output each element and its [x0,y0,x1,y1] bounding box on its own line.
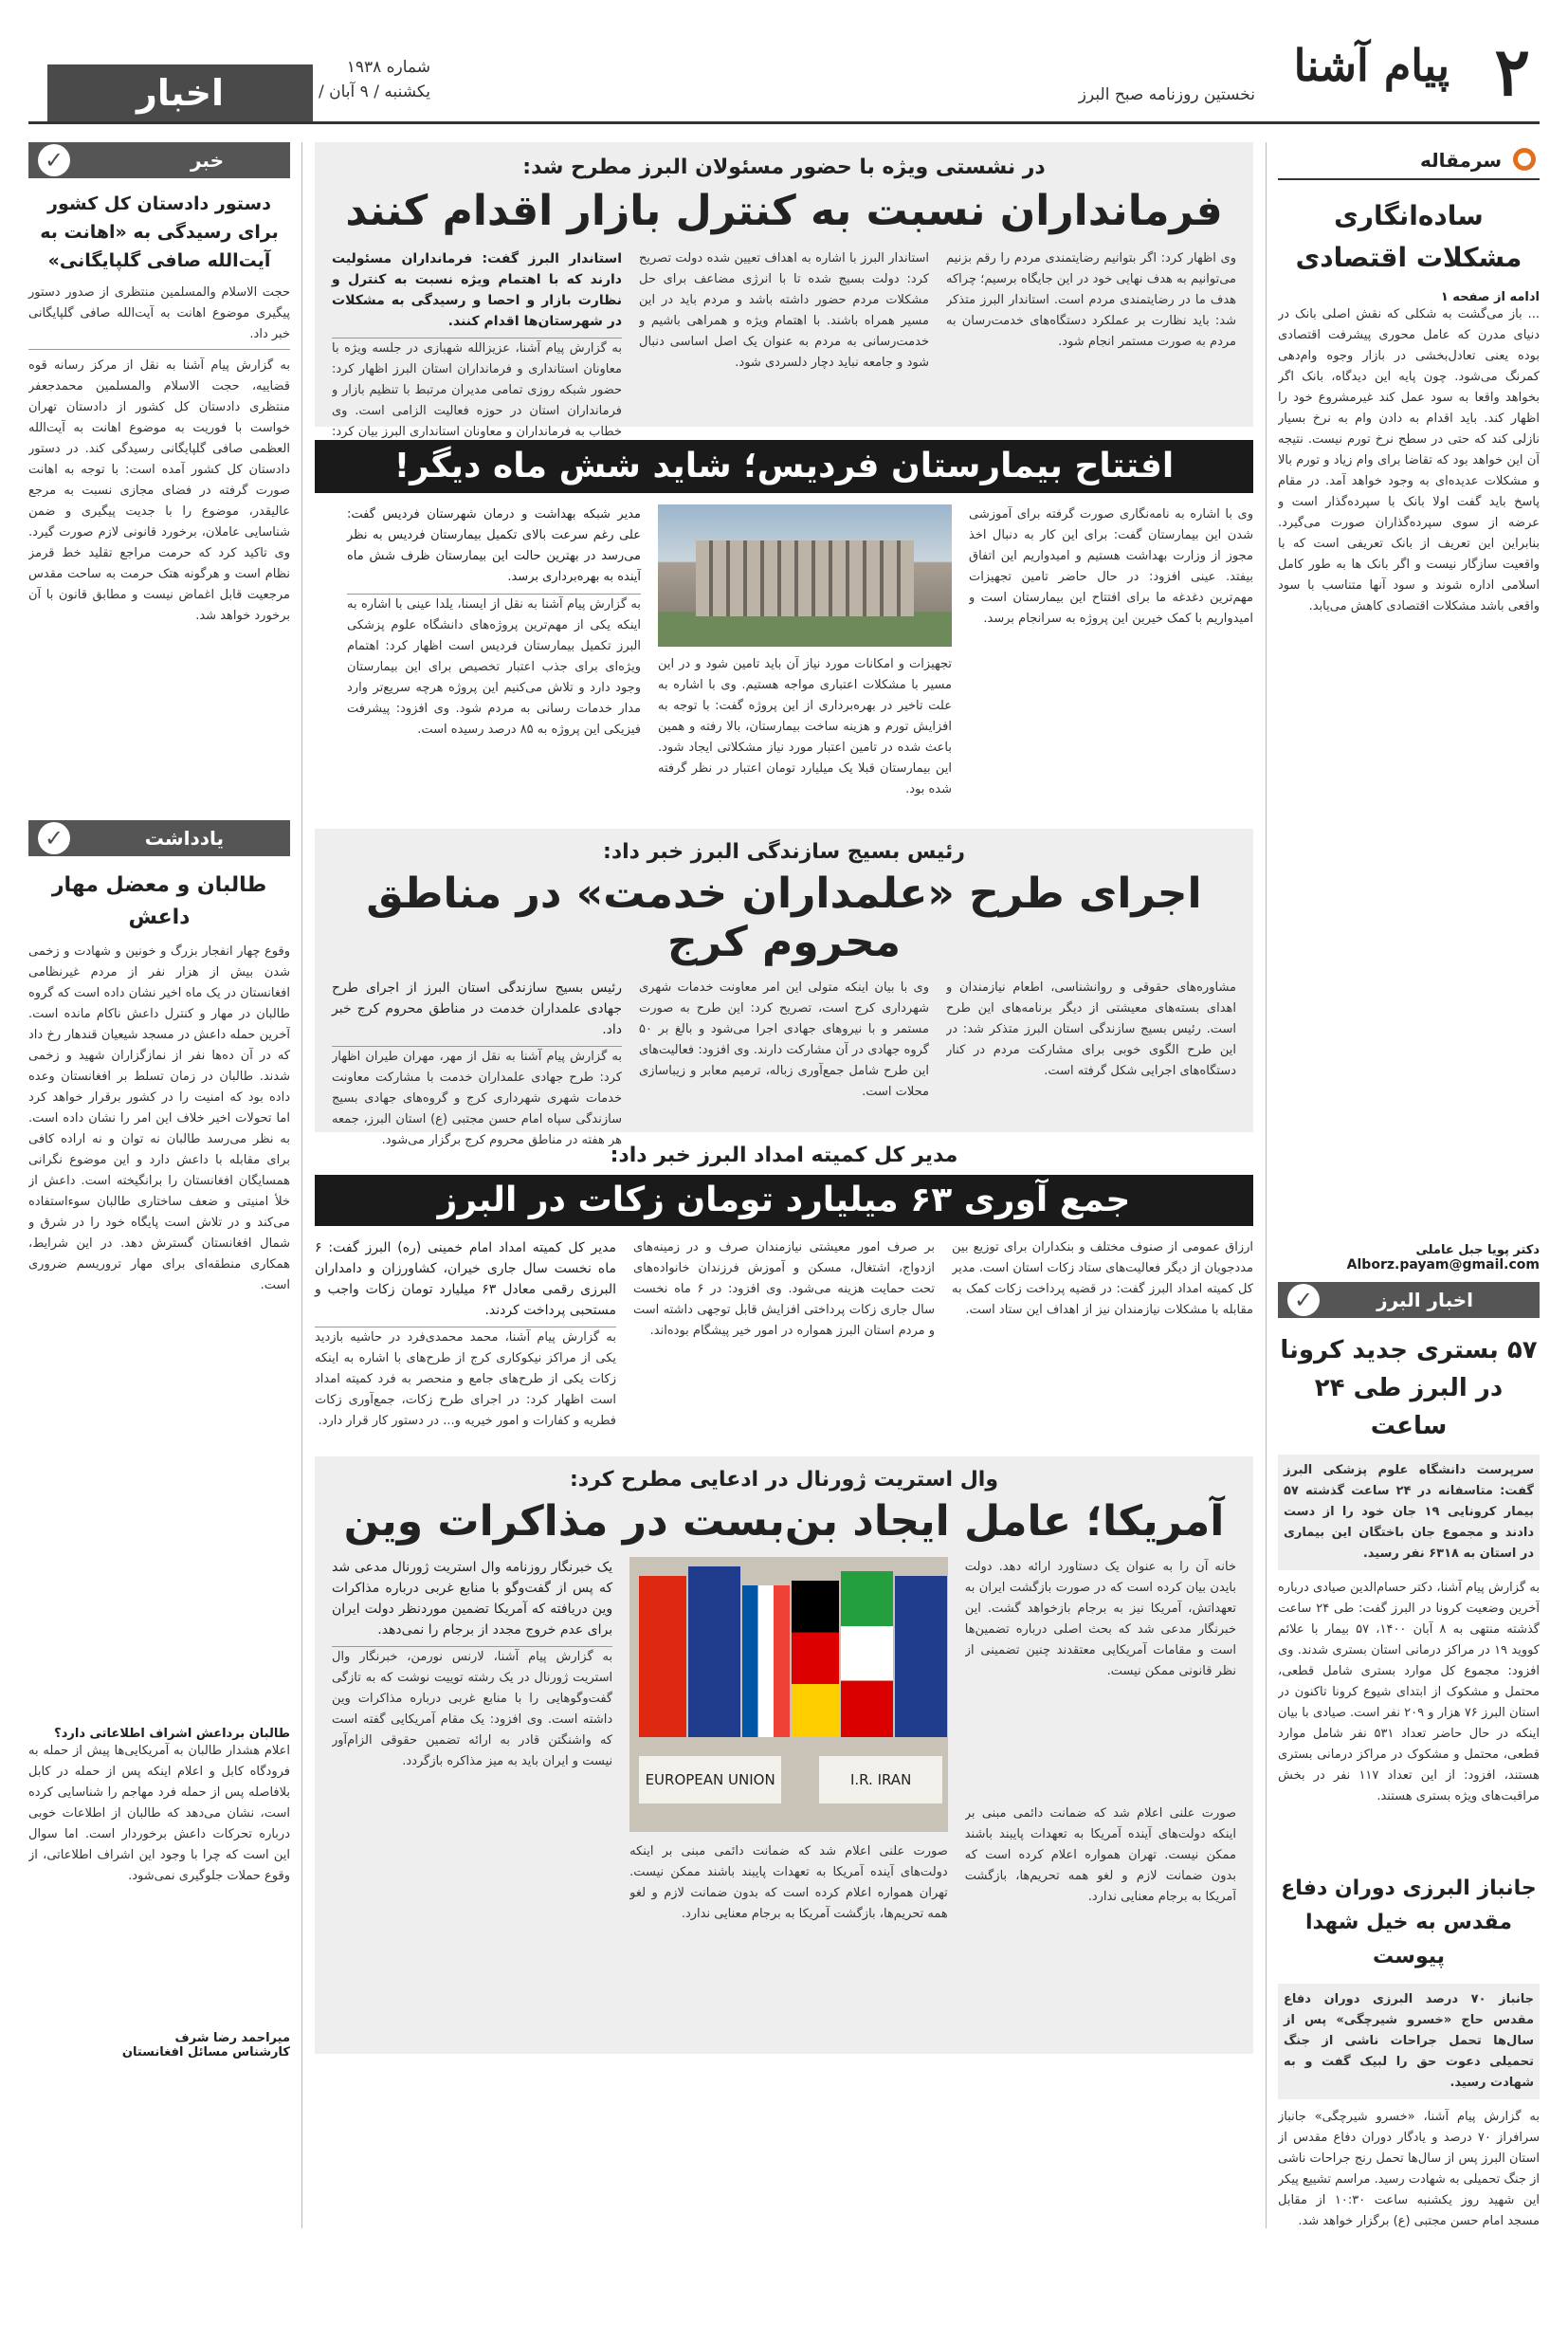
flags-photo [629,1557,948,1832]
article-body-col1: به گزارش پیام آشنا، محمد محمدی‌فرد در حاشیه بازدید یکی از مراکز نیکوکاری کرج از طرح‌های با اشاره به اینکه زکات یکی از طرح‌های جامع و منحصر به فرد کمیته امداد است اظهار کرد: در اجرای طرح زکات، جمع‌آوری زکات فطریه و کفارات و امور خیریه و... در دستور کار قرار دارد. [315,1330,616,1428]
continue-note: ادامه از صفحه ۱ [1440,290,1540,304]
article-kicker: مدیر کل کمیته امداد البرز خبر داد: [610,1144,958,1167]
check-icon: ✓ [38,144,70,176]
editorial-body: ... باز می‌گشت به شکلی که نقش اصلی بانک در دنیای مدرن که عامل محوری پیشرفت اقتصادی بوده یعنی تعادل‌بخشی در بازار وجوه وام‌دهی کمرنگ می‌شود. چون پایه این دیدگاه، بانک اگر بخواهد واقعا به سود عمل کند غیرمشروع خود را اظهار کند. باید اقدام به دادن وام به نرخ بسیار نازلی کند که حتی در سطح نرخ تورم نیست. نتیجه آن این خواهد بود که تقاضا برای وام زیاد و تورم بالا و مشکلات عدیده‌ای به وجود خواهد آمد. در مقام پاسخ باید گفت اولا بانک با سپرده‌گذار است و عرضه از سوی سپرده‌گذاران صورت می‌گیرد. بنابراین این تعریف از بانک تعریفی است که با واقعیت سازگار نیست و اگر بانک ها به طور کامل اسلامی اداره شوند و سود آنها متناسب با سود واقعی باشد مشکلات اقتصادی کاهش می‌یابد. [1278,307,1540,613]
article-kicker: وال استریت ژورنال در ادعایی مطرح کرد: [569,1468,999,1492]
article-headline: فرمانداران نسبت به کنترل بازار اقدام کنند [345,187,1223,235]
taliban-title: طالبان و معضل مهار داعش [51,873,267,929]
article-body-col3b: صورت علنی اعلام شد که ضمانت دائمی مبنی بر اینکه دولت‌های آینده آمریکا به تعهدات پایبند باشند ممکن نیست. تهران همواره اعلام کرده است که بدون ضمانت لازم و لغو همه تحریم‌ها، بازگشت آمریکا به برجام معنایی ندارد. [964,1806,1236,1904]
article-lead: یک خبرنگار روزنامه وال استریت ژورنال مدعی شد که پس از گفت‌وگو با منابع غربی درباره مذاکرات وین دریافته که آمریکا تضمین موردنظر دولت ایران برای عدم خروج مجدد از برجام را نمی‌دهد. [332,1557,612,1647]
hospital-photo [658,504,952,647]
iran-placard: I.R. IRAN [819,1756,942,1803]
article-zakat [315,1144,1253,1447]
article-lead: مدیر کل کمیته امداد امام خمینی (ره) البرز گفت: ۶ ماه نخست سال جاری خیران، کشاورزان و دامداران البرزی رقمی معادل ۶۳ میلیارد تومان زکات واجب و مستحبی پرداخت کردند. [315,1237,616,1327]
editorial-header: سرمقاله [1278,142,1540,180]
newspaper-logo: پیام آشنا [1293,40,1449,91]
editorial-email: Alborz.payam@gmail.com [1346,1257,1540,1272]
check-icon: ✓ [38,822,70,854]
article-headline: آمریکا؛ عامل ایجاد بن‌بست در مذاکرات وین [343,1497,1225,1546]
article-body-col1: به گزارش پیام آشنا به نقل از مهر، مهران طیران اظهار کرد: طرح جهادی علمداران خدمت با مشارکت معاونت خدمات شهری شهرداری کرج و گروه‌های جهادی بسیج سازندگی سپاه امام حسن مجتبی (ع) استان البرز، جمعه هر هفته در مناطق محروم کرج برگزار می‌شود. [332,1050,622,1147]
article-vienna [315,1456,1253,2054]
covid-title: ۵۷ بستری جدید کرونا در البرز طی ۲۴ ساعت [1280,1336,1538,1440]
prosecutor-body: به گزارش پیام آشنا به نقل از مرکز رسانه قوه قضاییه، حجت الاسلام والمسلمین محمدجعفر منتظری دادستان کل کشور از دادستان تهران خواست با فوریت به موضوع اهانت به آیت‌الله العظمی صافی گلپایگانی رسیدگی کند. در دستور دادستان کل کشور آمده است: با توجه به اهانت صورت گرفته در فضای مجازی نسبت به مرجع عالیقدر، موضوع را با جدیت پیگیری و ضمن شناسایی عاملان، برخورد قانونی لازم صورت گیرد. وی تاکید کرد که حرمت مراجع تقلید خط قرمز نظام است و هرگونه هتک حرمت به ساحت مقدس مرجعیت قابل اغماض نیست و مطابق قانون با آن برخورد خواهد شد. [28,358,290,623]
veteran-body: به گزارش پیام آشنا، «خسرو شیرچگی» جانباز سرافراز ۷۰ درصد و یادگار دوران دفاع مقدس از استان البرز پس از سال‌ها تحمل رنج جراحات ناشی از جنگ تحمیلی به شهادت رسید. مراسم تشییع پیکر این شهید روز یکشنبه ساعت ۱۰:۳۰ از مقابل مسجد امام حسن مجتبی (ع) برگزار خواهد شد. [1278,2110,1540,2228]
article-kicker: رئیس بسیج سازندگی البرز خبر داد: [603,840,965,864]
article-body-col3: وی اظهار کرد: اگر بتوانیم رضایتمندی مردم را رقم بزنیم می‌توانیم به هدف نهایی خود در این جایگاه برسیم؛ چراکه هدف ما در رضایتمندی مردم است. استاندار البرز متذکر شد: باید نظارت بر عملکرد دستگاه‌های خدمت‌رسان به مردم به صورت مستمر انجام شود. [946,251,1236,349]
issue-date: یکشنبه / ۹ آبان / [318,82,430,101]
right-column [1278,142,1540,2325]
article-body-col2: استاندار البرز با اشاره به اهداف تعیین شده دولت تصریح کرد: دولت بسیج شده تا با انرژی مضاعف برای حل مشکلات مردم حضور داشته باشد و مردم باید در این مسیر همراه باشند. با اهتمام ویژه و همراهی باشیم و خدمت‌رسانی به مردم به عنوان یک اصل اساسی دنبال شود و جامعه نباید دچار دلسردی شود. [639,251,929,370]
article-lead: مدیر شبکه بهداشت و درمان شهرستان فردیس گفت: علی رغم سرعت بالای تکمیل بیمارستان فردیس به نظر می‌رسد در بهترین حالت این بیمارستان ظرف شش ماه آینده به بهره‌برداری برسد. [347,504,641,595]
article-lead: رئیس بسیج سازندگی استان البرز از اجرای طرح جهادی علمداران خدمت در مناطق محروم کرج خبر داد. [332,978,622,1047]
article-kicker: در نشستی ویژه با حضور مسئولان البرز مطرح شد: [522,156,1046,179]
eu-placard: EUROPEAN UNION [639,1756,781,1803]
article-body-col2: صورت علنی اعلام شد که ضمانت دائمی مبنی بر اینکه دولت‌های آینده آمریکا به تعهدات پایبند باشند ممکن نیست. تهران همواره اعلام کرده است که بدون ضمانت لازم و لغو همه تحریم‌ها، بازگشت آمریکا به برجام معنایی ندارد. [629,1844,948,1921]
prosecutor-title: دستور دادستان کل کشور برای رسیدگی به «اهانت به آیت‌الله صافی گلپایگانی» [40,193,279,271]
alborz-news-header: ✓ اخبار البرز [1278,1282,1540,1318]
editorial-title: ساده‌انگاری مشکلات اقتصادی [1295,200,1522,273]
prosecutor-lead: حجت الاسلام والمسلمین منتظری از صدور دستور پیگیری موضوع اهانت به آیت‌الله صافی گلپایگانی خبر داد. [28,283,290,350]
article-body-col1: به گزارش پیام آشنا، عزیزالله شهبازی در جلسه ویژه با معاونان استانداری و فرمانداران استان البرز اظهار کرد: حضور شبکه روزی تمامی مدیران مرتبط با تنظیم بازار و فرمانداران استان در حوزه فعالیت الزامی است. وی خطاب به فرمانداران و معاونان استانداری البرز بیان کرد: [332,341,622,439]
veteran-lead: جانباز ۷۰ درصد البرزی دوران دفاع مقدس حاج «خسرو شیرچگی» پس از سال‌ها تحمل جراحات ناشی از جنگ تحمیلی دعوت حق را لبیک گفت و به شهادت رسید. [1278,1984,1540,2099]
article-body-col3: ارزاق عمومی از صنوف مختلف و بنکداران برای توزیع بین مددجویان از دیگر فعالیت‌های ستاد زکات استان است. مدیر کل کمیته امداد البرز گفت: در قضیه پرداخت زکات کمک به مقابله با مشکلات نیازمندان نیز از اهداف این ستاد است. [952,1240,1253,1317]
news-header: ✓ خبر [28,142,290,178]
article-lead: استاندار البرز گفت: فرمانداران مسئولیت دارند که با اهتمام ویژه نسبت به کنترل و نظارت بازار و احصا و رسیدگی به مشکلات در شهرستان‌ها اقدام کنند. [332,248,622,339]
article-governors [315,142,1253,439]
center-column [315,142,1253,2054]
left-column [28,142,290,2060]
covid-body: به گزارش پیام آشنا، دکتر حسام‌الدین صیادی درباره آخرین وضعیت کرونا در البرز گفت: طی ۲۴ ساعت گذشته منتهی به ۸ آبان ۱۴۰۰، ۵۷ بیمار با علائم کووید ۱۹ در مراکز درمانی استان بستری شدند. وی افزود: مجموع کل موارد بستری شامل قطعی، محتمل و مشکوک از ابتدای شیوع کرونا تاکنون در استان البرز ۷۶ هزار و ۲۰۹ نفر است. صیادی با بیان اینکه در حال حاضر تعداد ۵۳۱ نفر شامل موارد قطعی، محتمل و مشکوک در مراکز درمانی بستری هستند، افزود: از این تعداد ۱۱۷ نفر در بخش مراقبت‌های ویژه بستری هستند. [1278,1581,1540,1803]
check-icon: ✓ [1287,1284,1320,1316]
article-body-col1: به گزارش پیام آشنا به نقل از ایسنا، یلدا عینی با اشاره به اینکه یکی از مهم‌ترین پروژه‌های دانشگاه علوم پزشکی البرز تکمیل بیمارستان فردیس است اظهار کرد: اهتمام ویژه‌ای برای جذب اعتبار تخصیص برای این بیمارستان وجود دارد و تلاش می‌کنیم این پروژه هرچه سریع‌تر وارد مدار خدمات رسانی به مردم شود. وی افزود: پیشرفت فیزیکی این پروژه به ۸۵ درصد رسیده است. [347,597,641,737]
article-alamdaran [315,829,1253,1147]
tagline: نخستین روزنامه صبح البرز [1078,85,1255,104]
veteran-title: جانباز البرزی دوران دفاع مقدس به خیل شهدا پیوست [1281,1876,1537,1968]
editorial-author: دکتر پویا جبل عاملی [1415,1243,1540,1257]
article-headline: افتتاح بیمارستان فردیس؛ شاید شش ماه دیگر! [315,440,1253,493]
taliban-body2: اعلام هشدار طالبان به آمریکایی‌ها پیش از حمله به فرودگاه کابل و اعلام اینکه پس از حمله در کابل بلافاصله پس از حمله فرد مهاجم را شناسایی کرده است، نشان می‌دهد که طالبان از اطلاعات خوبی درباره تحرکات داعش برخوردار است. اما سوال این است که چرا با وجود این اشراف اطلاعاتی، از وقوع حملات جلوگیری نمی‌شود. [28,1744,290,1883]
article-body-col3: خانه آن را به عنوان یک دستاورد ارائه دهد. دولت بایدن بیان کرده است که در صورت بازگشت ایران به تعهداتش، آمریکا نیز به برجام بازخواهد گشت. این خبرنگار مدعی شد که بحث اصلی درباره تضمین‌ها است و مقامات آمریکایی معتقدند چنین تضمینی از نظر قانونی ممکن نیست. [964,1560,1236,1678]
issue-number: شماره ۱۹۳۸ [346,58,430,77]
article-body-col2: تجهیزات و امکانات مورد نیاز آن باید تامین شود و در این مسیر با مشکلات اعتباری مواجه هستیم. وی با اشاره به علت تاخیر در بهره‌برداری از این پروژه گفت: با توجه به افزایش تورم و هزینه ساخت بیمارستان، بالا رفته و همین باعث شده در تامین اعتبار مورد نیاز مشکلاتی ایجاد شود. این بیمارستان قبلا یک میلیارد تومان اعتبار در نظر گرفته شده بود. [658,657,952,796]
section-label: اخبار [47,64,313,121]
article-headline: جمع آوری ۶۳ میلیارد تومان زکات در البرز [315,1175,1253,1226]
note-author: میراحمد رضا شرف [174,2031,290,2045]
taliban-subhead: طالبان برداعش اشراف اطلاعاتی دارد؟ [54,1727,290,1741]
article-fardis-hospital [315,440,1253,819]
taliban-body: وقوع چهار انفجار بزرگ و خونین و شهادت و زخمی شدن بیش از هزار نفر از مردم غیرنظامی افغانستان در یک ماه اخیر نشان داده است که گروه طالبان در مهار و کنترل داعش ناکام مانده است. آخرین حمله داعش در مسجد شیعیان قندهار رخ داد که در آن ده‌ها نفر از نمازگزاران شهید و زخمی شدند. طالبان در زمان تسلط بر افغانستان وعده داده بود که امنیت را در کشور برقرار خواهد کرد اما تحولات اخیر خلاف این امر را نشان داده است. به نظر می‌رسد طالبان نه توان و نه اراده کافی برای مقابله با داعش دارد و این موضوع نگرانی همسایگان افغانستان را برانگیخته است. داعش از خلأ امنیتی و ضعف ساختاری طالبان سوءاستفاده می‌کند و در تلاش است پایگاه خود را در شرق و شمال افغانستان گسترش دهد. در این شرایط، همکاری منطقه‌ای برای مهار تروریسم ضروری است. [28,944,290,1292]
article-body-col2: وی با بیان اینکه متولی این امر معاونت خدمات شهری شهرداری کرج است، تصریح کرد: این طرح به صورت مستمر و با نیروهای جهادی اجرا می‌شود و بالغ بر ۵۰ گروه جهادی در آن مشارکت دارند. وی افزود: فعالیت‌های این طرح شامل جمع‌آوری زباله، ترمیم معابر و زیباسازی محلات است. [639,980,929,1099]
target-icon [1513,148,1536,171]
note-header: ✓ یادداشت [28,820,290,856]
article-body-col3: وی با اشاره به نامه‌نگاری صورت گرفته برای آموزشی شدن این بیمارستان گفت: برای این کار به دنبال اخذ مجوز از وزارت بهداشت هستیم و امیدواریم این اتفاق بیفتد. عینی افزود: در حال حاضر تامین تجهیزات مهم‌ترین دغدغه ما برای افتتاح این بیمارستان است و امیدواریم با کمک خیرین این پروژه به سرانجام برسد. [969,507,1253,626]
article-body-col3: مشاوره‌های حقوقی و روانشناسی، اطعام نیازمندان و اهدای بسته‌های معیشتی از دیگر برنامه‌های این طرح است. رئیس بسیج سازندگی استان البرز متذکر شد: در این طرح الگوی خوبی برای مشارکت مردم در کنار دستگاه‌های اجرایی شکل گرفته است. [946,980,1236,1078]
note-author-role: کارشناس مسائل افغانستان [121,2045,290,2060]
masthead [28,27,1540,124]
article-body-col2: بر صرف امور معیشتی نیازمندان صرف و در زمینه‌های ازدواج، اشتغال، مسکن و آموزش فرزندان خانواده‌های تحت حمایت هزینه می‌شود. وی افزود: در ۶ ماه نخست سال جاری زکات پرداختی افزایش قابل توجهی داشته است و مردم استان البرز همواره در امور خیر پیشگام بوده‌اند. [633,1240,935,1338]
article-body-col1: به گزارش پیام آشنا، لارنس نورمن، خبرنگار وال استریت ژورنال در یک رشته توییت نوشت که به تازگی گفت‌وگوهایی را با منابع غربی درباره مذاکرات وین داشته است. وی افزود: یک مقام آمریکایی گفته است که واشنگتن قادر به ارائه تضمین حقوقی الزام‌آور نیست و ایران باید به میز مذاکره بازگردد. [332,1650,613,1768]
article-headline: اجرای طرح «علمداران خدمت» در مناطق محروم کرج [366,870,1202,966]
page-number: ۲ [1494,32,1530,111]
covid-lead: سرپرست دانشگاه علوم پزشکی البرز گفت: متاسفانه در ۲۴ ساعت گذشته ۵۷ بیمار کرونایی ۱۹ جان خود را از دست دادند و مجموع جان باختگان این بیماری در استان به ۶۳۱۸ نفر رسید. [1278,1455,1540,1570]
